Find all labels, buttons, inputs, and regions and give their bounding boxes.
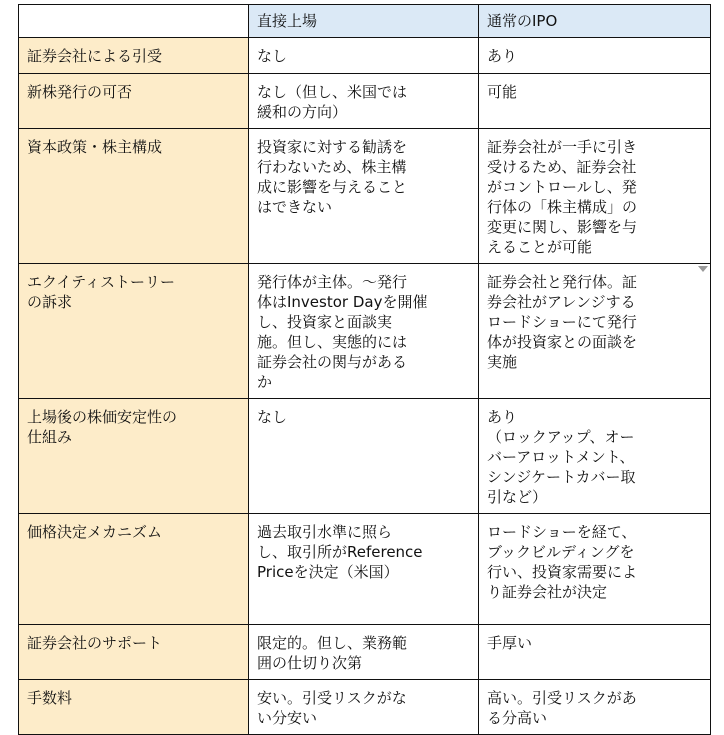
regular-ipo-cell: あり （ロックアップ、オー バーアロットメント、 シンジケートカバー取 引など） <box>479 399 711 514</box>
regular-ipo-cell: ロードショーを経て、 ブックビルディングを 行い、投資家需要によ り証券会社が決定 <box>479 514 711 625</box>
row-label: 新株発行の可否 <box>19 74 249 129</box>
direct-listing-cell: 過去取引水準に照ら し、取引所がReference Priceを決定（米国） <box>249 514 479 625</box>
table-row <box>19 625 711 680</box>
row-label: エクイティストーリー の訴求 <box>19 264 249 399</box>
direct-listing-cell: なし（但し、米国では 緩和の方向） <box>249 74 479 129</box>
regular-ipo-cell: 可能 <box>479 74 711 129</box>
regular-ipo-cell: 証券会社が一手に引き 受けるため、証券会社 がコントロールし、発 行体の「株主構成」の 変更に関し、影響を与 えることが可能 <box>479 129 711 264</box>
header-row <box>19 5 711 38</box>
dropdown-marker-icon <box>698 266 708 272</box>
direct-listing-cell: 発行体が主体。～発行 体はInvestor Dayを開催 し、投資家と面談実 施。但し、実態的には 証券会社の関与がある か <box>249 264 479 399</box>
table-row <box>19 38 711 74</box>
regular-ipo-cell: 高い。引受リスクがあ る分高い <box>479 680 711 735</box>
regular-ipo-cell: あり <box>479 38 711 74</box>
header-direct-listing: 直接上場 <box>249 5 479 38</box>
header-corner-cell <box>19 5 249 38</box>
direct-listing-cell: 限定的。但し、業務範 囲の仕切り次第 <box>249 625 479 680</box>
table-row <box>19 514 711 625</box>
header-regular-ipo: 通常のIPO <box>479 5 711 38</box>
row-label: 証券会社のサポート <box>19 625 249 680</box>
table-row <box>19 399 711 514</box>
table-row <box>19 264 711 399</box>
direct-listing-cell: なし <box>249 38 479 74</box>
row-label: 資本政策・株主構成 <box>19 129 249 264</box>
row-label: 価格決定メカニズム <box>19 514 249 625</box>
comparison-table <box>18 4 711 735</box>
direct-listing-cell: なし <box>249 399 479 514</box>
cell-text: 証券会社と発行体。証 券会社がアレンジする ロードショーにて発行 体が投資家との面談を 実施 <box>487 273 638 371</box>
table-row <box>19 74 711 129</box>
table-row <box>19 129 711 264</box>
direct-listing-cell: 投資家に対する勧誘を 行わないため、株主構 成に影響を与えること はできない <box>249 129 479 264</box>
row-label: 上場後の株価安定性の 仕組み <box>19 399 249 514</box>
regular-ipo-cell <box>479 264 711 399</box>
row-label: 手数料 <box>19 680 249 735</box>
row-label: 証券会社による引受 <box>19 38 249 74</box>
regular-ipo-cell: 手厚い <box>479 625 711 680</box>
direct-listing-cell: 安い。引受リスクがな い分安い <box>249 680 479 735</box>
table-row <box>19 680 711 735</box>
